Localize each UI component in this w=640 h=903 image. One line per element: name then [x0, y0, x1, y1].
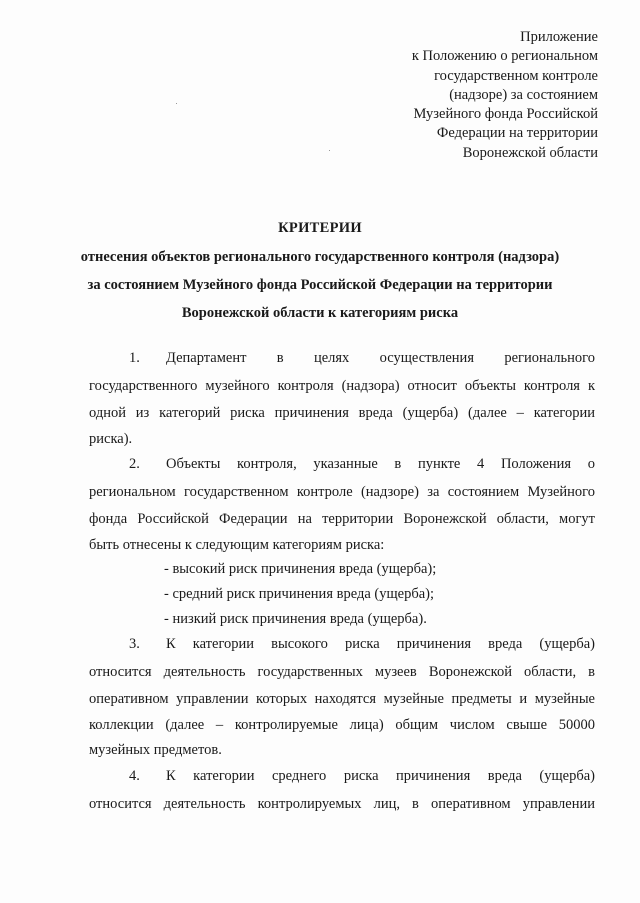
item-line: региональном государственном контроле (надзоре) за состоянием Музейного [89, 484, 595, 500]
item-line: риска). [89, 431, 133, 447]
item-line: музейных предметов. [89, 742, 222, 758]
appendix-note [338, 28, 598, 163]
risk-category-item: - низкий риск причинения вреда (ущерба). [164, 611, 427, 627]
appendix-line: (надзоре) за состоянием [449, 86, 598, 103]
appendix-line: Музейного фонда Российской [413, 106, 598, 123]
item-line: одной из категорий риска причинения вреда (ущерба) (далее – категории [89, 405, 595, 421]
item-line: относится деятельность контролируемых лиц, в оперативном управлении [89, 796, 595, 812]
item-line: фонда Российской Федерации на территории Воронежской области, могут [89, 511, 595, 527]
item-number: 3. [129, 636, 140, 652]
item-number: 4. [129, 768, 140, 784]
document-subtitle-line: отнесения объектов регионального государственного контроля (надзора) [80, 249, 560, 265]
item-line: быть отнесены к следующим категориям риска: [89, 537, 385, 553]
risk-category-item: - высокий риск причинения вреда (ущерба); [164, 561, 437, 577]
appendix-line: государственном контроле [434, 67, 598, 84]
document-heading: КРИТЕРИИ [278, 220, 362, 236]
item-first-line: Объекты контроля, указанные в пункте 4 Положения о [166, 456, 595, 472]
item-line: государственного музейного контроля (надзора) относит объекты контроля к [89, 378, 595, 394]
item-number: 1. [129, 350, 140, 366]
item-line: оперативном управлении которых находятся музейные предметы и музейные [89, 691, 595, 707]
appendix-line: Воронежской области [462, 144, 598, 161]
document-subtitle-line: Воронежской области к категориям риска [181, 305, 459, 321]
document-subtitle-line: за состоянием Музейного фонда Российской Федерации на территории [87, 277, 553, 293]
item-first-line: Департамент в целях осуществления регионального [166, 350, 595, 366]
item-number: 2. [129, 456, 140, 472]
appendix-line: Федерации на территории [436, 125, 598, 142]
appendix-line: Приложение [520, 29, 598, 45]
item-line: относится деятельность государственных музеев Воронежской области, в [89, 664, 595, 680]
item-first-line: К категории среднего риска причинения вреда (ущерба) [166, 768, 595, 784]
item-line: коллекции (далее – контролируемые лица) общим числом свыше 50000 [89, 717, 595, 733]
risk-category-item: - средний риск причинения вреда (ущерба); [164, 586, 434, 602]
scan-speck [329, 150, 330, 151]
scan-speck [176, 103, 177, 104]
item-first-line: К категории высокого риска причинения вреда (ущерба) [166, 636, 595, 652]
appendix-line: к Положению о региональном [411, 48, 598, 65]
